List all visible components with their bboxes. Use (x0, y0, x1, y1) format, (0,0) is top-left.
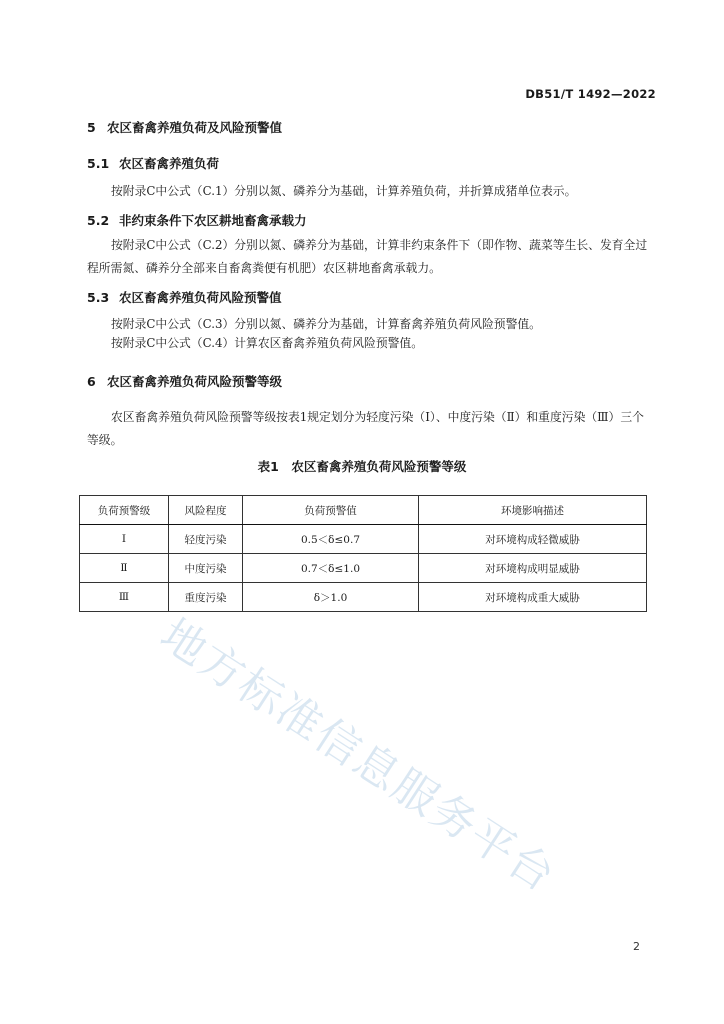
section-6-text: 农区畜禽养殖负荷风险预警等级按表1规定划分为轻度污染（Ⅰ）、中度污染（Ⅱ）和重度污染（Ⅲ）三个等级。 (87, 410, 644, 447)
section-5-2-number: 5.2 (87, 213, 110, 228)
section-5-title: 农区畜禽养殖负荷及风险预警值 (107, 120, 283, 135)
section-5-1-text: 按附录C中公式（C.1）分别以氮、磷养分为基础，计算养殖负荷，并折算成猪单位表示。 (111, 184, 577, 198)
table-row (80, 525, 647, 554)
header-cell: 负荷预警级 (80, 496, 169, 525)
section-6-heading (87, 372, 282, 390)
page-number: 2 (633, 940, 640, 953)
warning-value-cell: 0.7＜δ≤1.0 (243, 554, 419, 583)
section-5-3-heading (87, 288, 282, 306)
section-5-3-paragraph-2 (87, 332, 655, 355)
section-5-1-title: 农区畜禽养殖负荷 (119, 156, 220, 171)
section-5-1-heading (87, 154, 219, 172)
warning-value-cell: δ＞1.0 (243, 583, 419, 612)
impact-description-cell: 对环境构成重大威胁 (419, 583, 647, 612)
header-cell: 风险程度 (169, 496, 243, 525)
section-5-3-title: 农区畜禽养殖负荷风险预警值 (119, 290, 282, 305)
section-5-2-text: 按附录C中公式（C.2）分别以氮、磷养分为基础，计算非约束条件下（即作物、蔬菜等生长、发育全过程所需氮、磷养分全部来自畜禽粪便有机肥）农区耕地畜禽承载力。 (87, 238, 648, 275)
warning-value-cell: 0.5＜δ≤0.7 (243, 525, 419, 554)
section-5-2-paragraph (87, 234, 655, 280)
section-5-1-number: 5.1 (87, 156, 110, 171)
warning-grade-table (79, 495, 647, 612)
section-6-title: 农区畜禽养殖负荷风险预警等级 (107, 374, 283, 389)
grade-cell: Ⅰ (80, 525, 169, 554)
risk-level-cell: 重度污染 (169, 583, 243, 612)
section-5-heading (87, 118, 282, 136)
section-5-number: 5 (87, 120, 96, 135)
risk-level-cell: 中度污染 (169, 554, 243, 583)
section-5-1-paragraph (87, 180, 655, 203)
section-5-3-text-1: 按附录C中公式（C.3）分别以氮、磷养分为基础，计算畜禽养殖负荷风险预警值。 (111, 317, 541, 331)
table-1-caption: 表1 农区畜禽养殖负荷风险预警等级 (257, 459, 467, 474)
standard-code: DB51/T 1492—2022 (525, 87, 656, 101)
header-cell: 环境影响描述 (419, 496, 647, 525)
table-header-row (80, 496, 647, 525)
grade-cell: Ⅱ (80, 554, 169, 583)
watermark: 地方标准信息服务平台 (151, 609, 565, 903)
section-5-3-text-2: 按附录C中公式（C.4）计算农区畜禽养殖负荷风险预警值。 (111, 336, 424, 350)
section-6-number: 6 (87, 374, 96, 389)
table-row (80, 554, 647, 583)
grade-cell: Ⅲ (80, 583, 169, 612)
table-row (80, 583, 647, 612)
section-5-2-title: 非约束条件下农区耕地畜禽承载力 (119, 213, 307, 228)
section-5-3-number: 5.3 (87, 290, 110, 305)
section-5-2-heading (87, 211, 307, 229)
header-cell: 负荷预警值 (243, 496, 419, 525)
risk-level-cell: 轻度污染 (169, 525, 243, 554)
impact-description-cell: 对环境构成明显威胁 (419, 554, 647, 583)
impact-description-cell: 对环境构成轻微威胁 (419, 525, 647, 554)
section-6-paragraph (87, 406, 655, 452)
